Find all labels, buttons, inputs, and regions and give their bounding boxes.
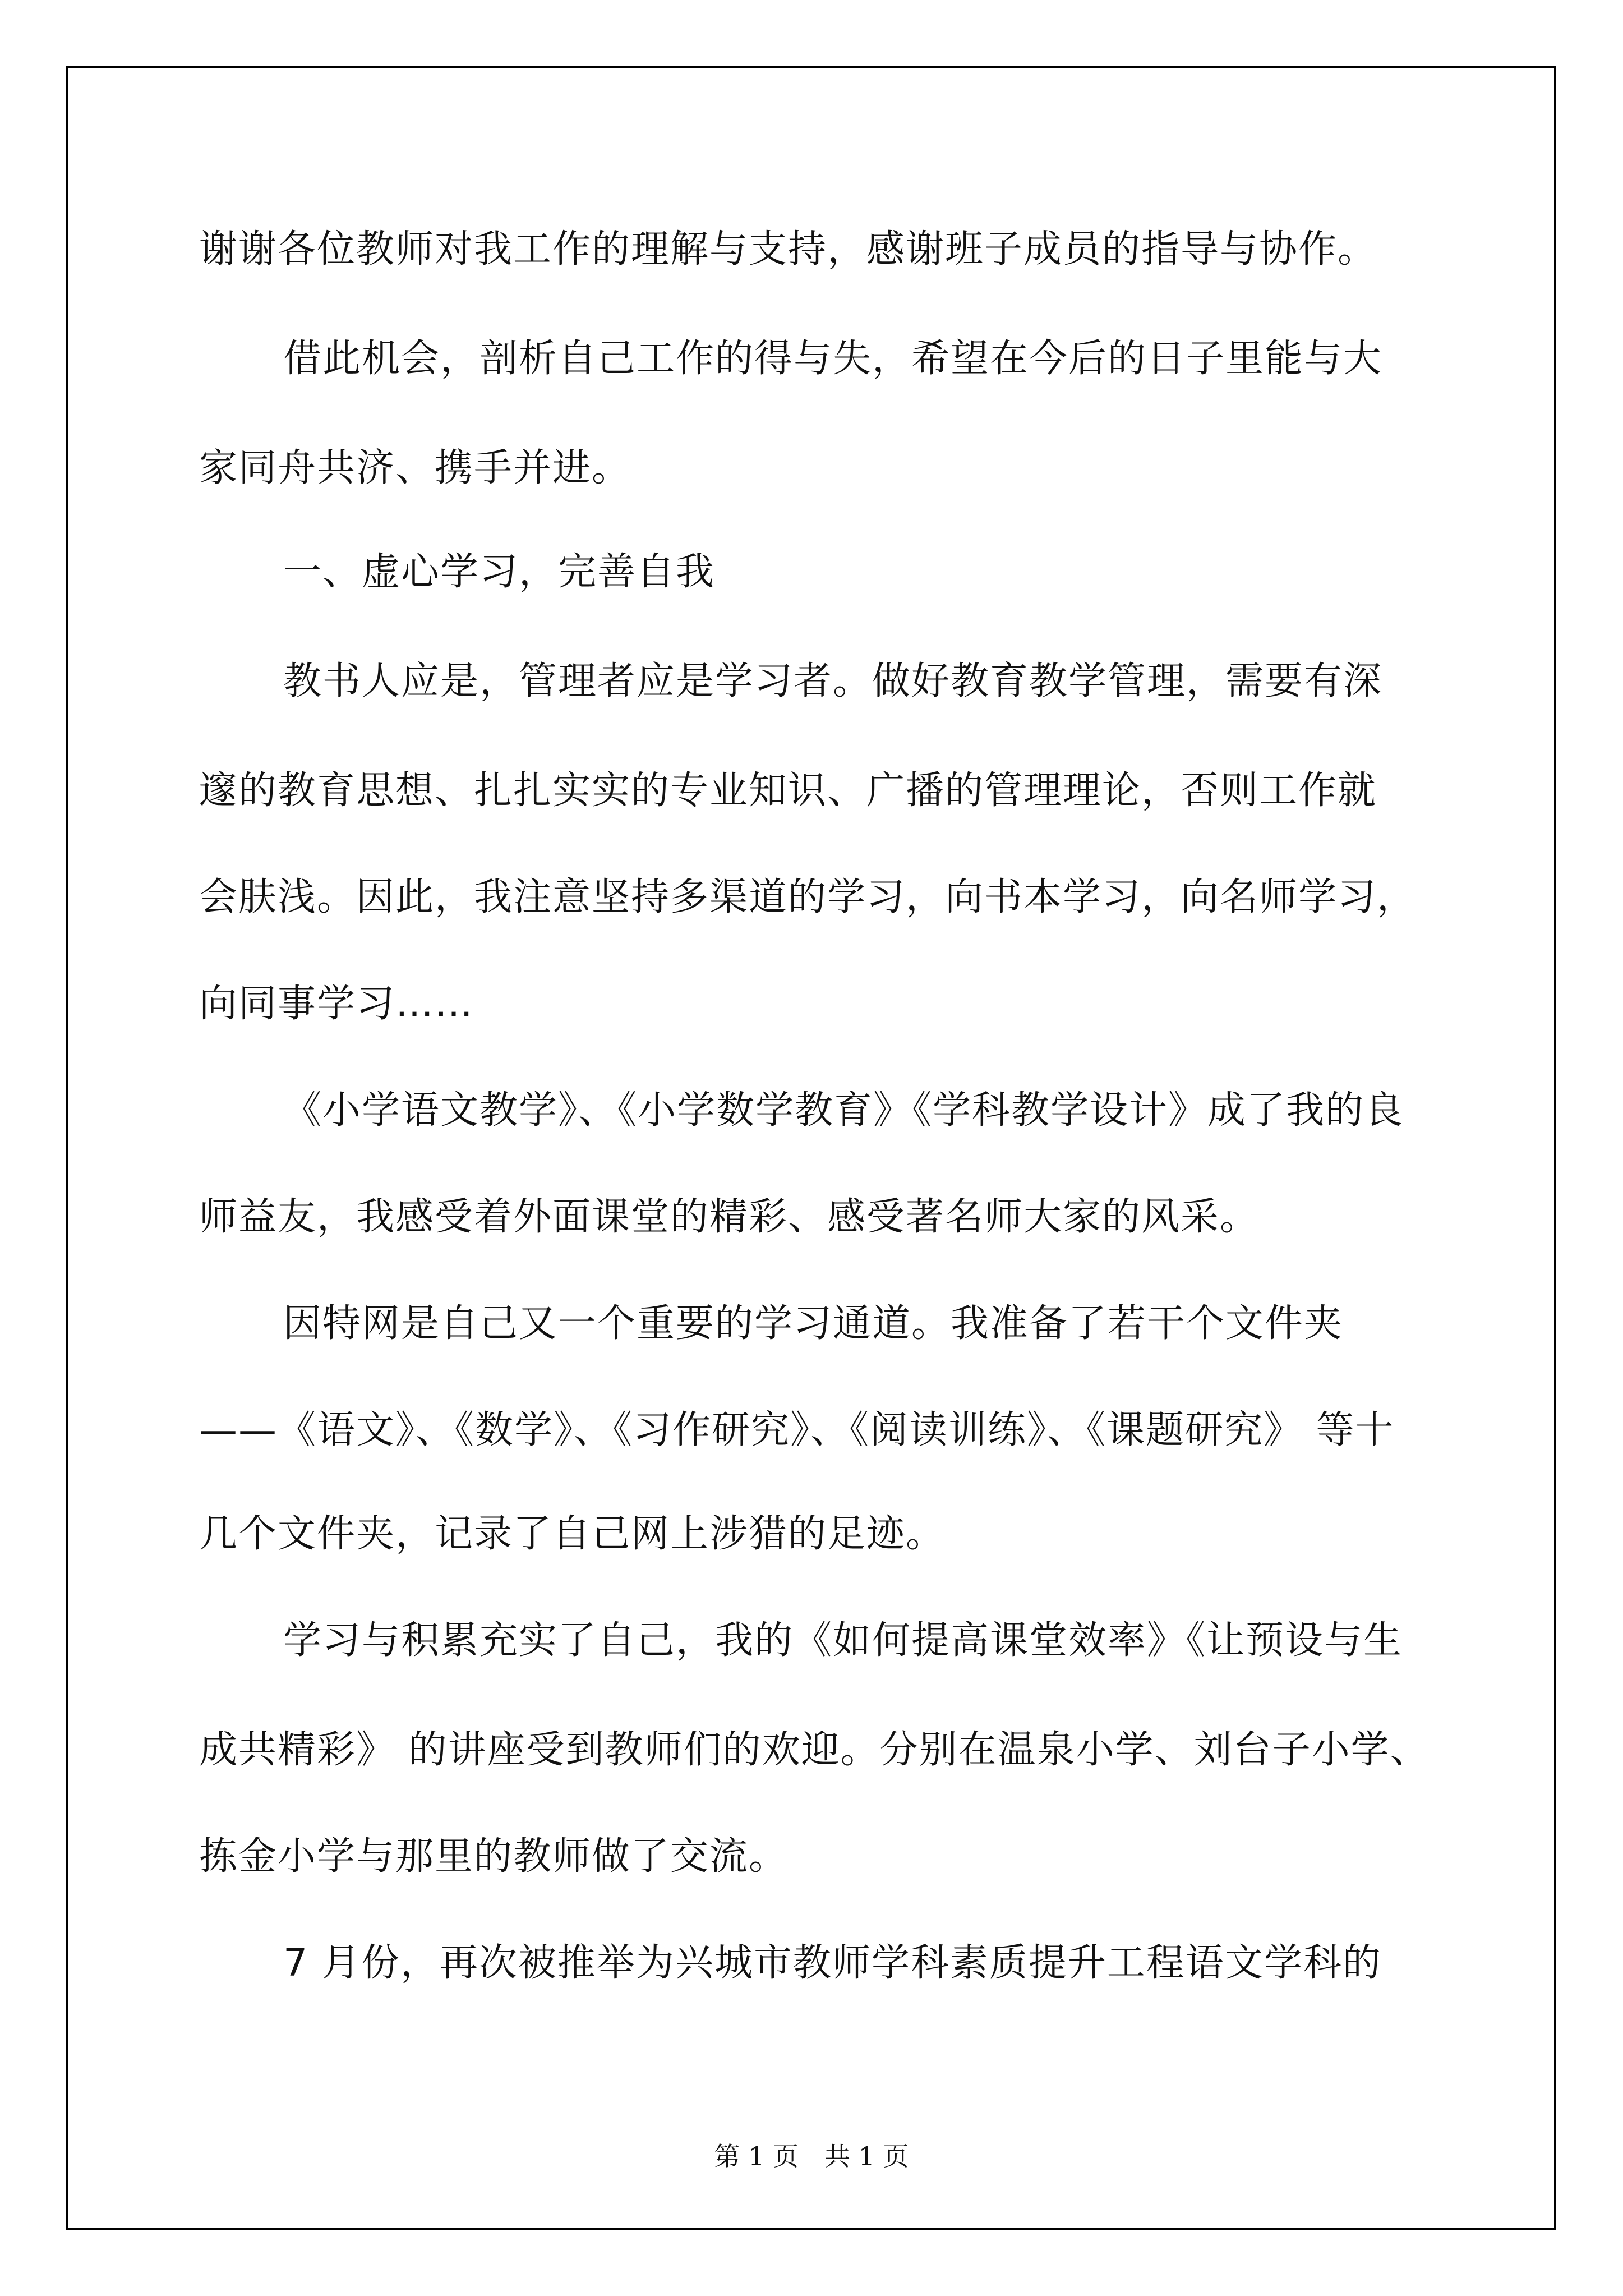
text-line: 几个文件夹，记录了自己网上涉猎的足迹。 [199, 1512, 946, 1556]
text-line: 家同舟共济、携手并进。 [199, 446, 631, 490]
page-footer: 第 1 页 共 1 页 [714, 2141, 909, 2171]
text-line: ——《语文》、《数学》、《习作研究》、《阅读训练》、《课题研究》 等十 [199, 1408, 1395, 1452]
text-line: 教书人应是，管理者应是学习者。做好教育教学管理，需要有深 [283, 659, 1383, 703]
text-line: 邃的教育思想、扎扎实实的专业知识、广播的管理理论，否则工作就 [199, 769, 1377, 813]
text-line: 拣金小学与那里的教师做了交流。 [199, 1834, 789, 1879]
text-line: 《小学语文教学》、《小学数学教育》《学科教学设计》成了我的良 [283, 1088, 1404, 1133]
text-line: 会肤浅。因此，我注意坚持多渠道的学习，向书本学习，向名师学习， [199, 875, 1417, 919]
text-line: 谢谢各位教师对我工作的理解与支持，感谢班子成员的指导与协作。 [199, 227, 1377, 272]
text-line: 7 月份，再次被推举为兴城市教师学科素质提升工程语文学科的 [283, 1941, 1382, 1985]
section-heading: 一、虚心学习，完善自我 [283, 550, 716, 594]
text-line: 借此机会，剖析自己工作的得与失，希望在今后的日子里能与大 [283, 337, 1383, 381]
text-line: 因特网是自己又一个重要的学习通道。我准备了若干个文件夹 [283, 1301, 1344, 1346]
text-line: 学习与积累充实了自己，我的《如何提高课堂效率》《让预设与生 [283, 1618, 1403, 1663]
text-line: 成共精彩》 的讲座受到教师们的欢迎。分别在温泉小学、刘台子小学、 [199, 1728, 1430, 1772]
text-line: 师益友，我感受着外面课堂的精彩、感受著名师大家的风采。 [199, 1195, 1260, 1239]
page-border [66, 66, 1556, 2230]
text-line: 向同事学习…… [199, 982, 474, 1026]
